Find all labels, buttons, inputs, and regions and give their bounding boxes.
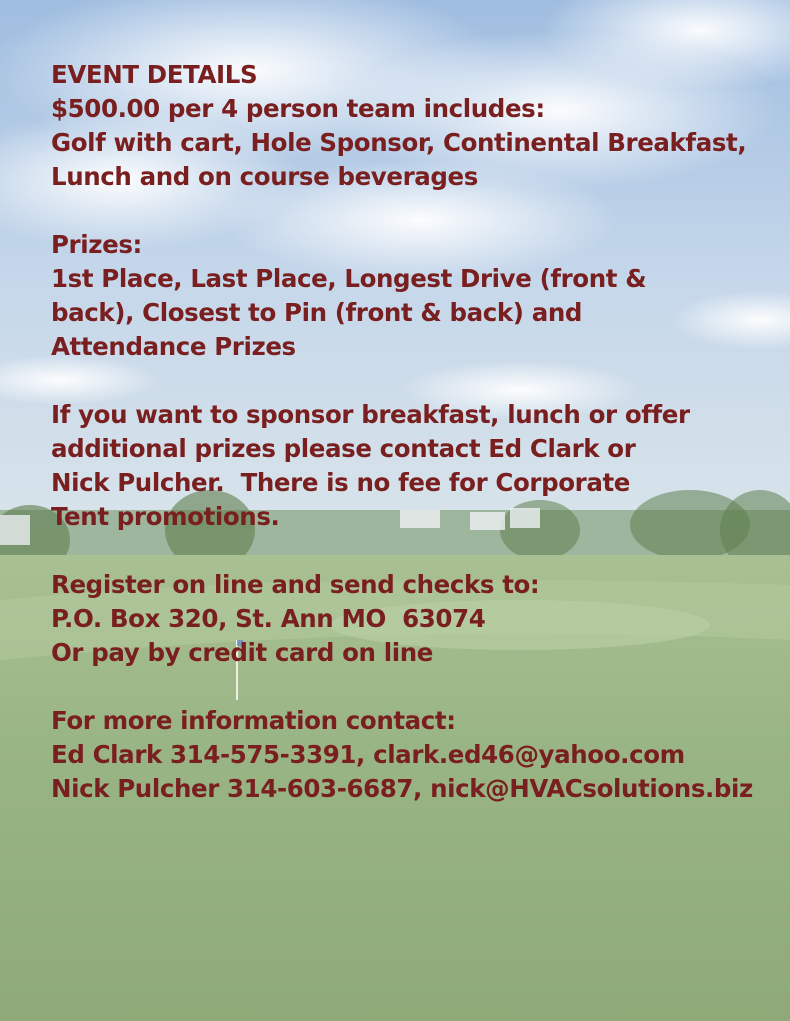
sponsor-line-3: Nick Pulcher. There is no fee for Corporate: [51, 468, 631, 497]
register-line-3: Or pay by credit card on line: [51, 638, 433, 667]
event-includes-line: Golf with cart, Hole Sponsor, Continental Breakfast,: [51, 128, 747, 157]
prizes-line-1: 1st Place, Last Place, Longest Drive (front &: [51, 264, 647, 293]
contact-nick-pulcher: Nick Pulcher 314-603-6687, nick@HVACsolutions.biz: [51, 774, 753, 803]
contact-heading: For more information contact:: [51, 706, 456, 735]
prizes-line-3: Attendance Prizes: [51, 332, 296, 361]
prizes-line-2: back), Closest to Pin (front & back) and: [51, 298, 583, 327]
register-section: [51, 568, 781, 670]
prizes-heading: Prizes:: [51, 230, 142, 259]
sponsor-line-1: If you want to sponsor breakfast, lunch or offer: [51, 400, 690, 429]
sponsor-line-4: Tent promotions.: [51, 502, 280, 531]
event-text-block: [51, 58, 781, 806]
contact-ed-clark: Ed Clark 314-575-3391, clark.ed46@yahoo.com: [51, 740, 685, 769]
event-price-line: $500.00 per 4 person team includes:: [51, 94, 545, 123]
contact-section: [51, 704, 781, 806]
register-address: P.O. Box 320, St. Ann MO 63074: [51, 604, 486, 633]
register-line-1: Register on line and send checks to:: [51, 570, 540, 599]
sponsor-section: [51, 398, 781, 534]
event-details-section: [51, 58, 781, 194]
sponsor-line-2: additional prizes please contact Ed Clark or: [51, 434, 636, 463]
event-details-heading: EVENT DETAILS: [51, 60, 258, 89]
event-includes-line-2: Lunch and on course beverages: [51, 162, 478, 191]
prizes-section: [51, 228, 781, 364]
